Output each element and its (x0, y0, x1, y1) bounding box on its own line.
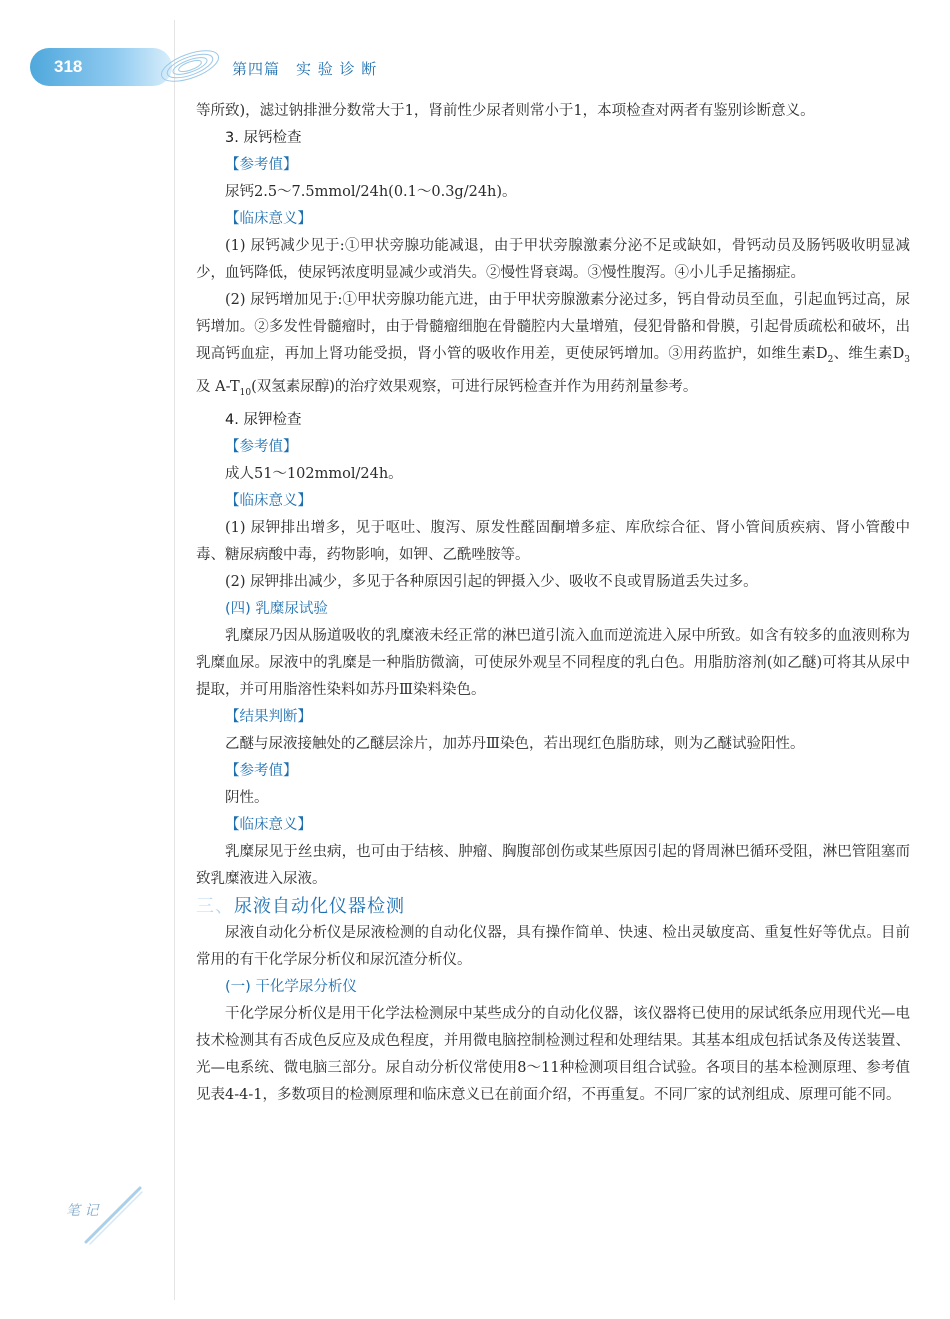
calcium-ref-tag: 【参考值】 (225, 157, 298, 173)
subscript-t10: 10 (239, 387, 252, 398)
calcium-clin-tag: 【临床意义】 (225, 211, 312, 227)
chyluria-result-text: 乙醚与尿液接触处的乙醚层涂片，加苏丹Ⅲ染色，若出现红色脂肪球，则为乙醚试验阳性。 (225, 735, 805, 752)
calcium-heading: 3. 尿钙检查 (225, 130, 302, 146)
margin-rule (174, 20, 175, 1300)
page-number: 318 (54, 57, 83, 76)
potassium-heading: 4. 尿钾检查 (225, 411, 302, 428)
calcium-increase-paragraph (196, 287, 910, 407)
chyluria-result-tag: 【结果判断】 (225, 708, 312, 725)
chyluria-paragraph: 乳糜尿乃因从肠道吸收的乳糜液未经正常的淋巴道引流入血而逆流进入尿中所致。如含有较多的血液则称为乳糜血尿。尿液中的乳糜是一种脂肪微滴，可使尿外观呈不同程度的乳白色。用脂肪溶剂(如乙醚)可将其从尿中提取，并可用脂溶性染料如苏丹Ⅲ染料染色。 (196, 627, 910, 698)
dry-chem-paragraph: 干化学尿分析仪是用干化学法检测尿中某些成分的自动化仪器，该仪器将已使用的尿试纸条应用现代光—电技术检测其有否成色反应及成色程度，并用微电脑控制检测过程和处理结果。其基本组成包括试条及传送装置、光—电系统、微电脑三部分。尿自动分析仪常使用8～11种检测项目组合试验。各项目的基本检测原理、参考值见表4-4-1，多数项目的检测原理和临床意义已在前面介绍，不再重复。不同厂家的试剂组成、原理可能不同。 (196, 1005, 910, 1103)
header-title: 第四篇 实 验 诊 断 (232, 60, 378, 78)
intro-paragraph: 等所致)，滤过钠排泄分数常大于1，肾前性少尿者则常小于1，本项检查对两者有鉴别诊断意义。 (196, 103, 815, 119)
section-title (196, 893, 910, 920)
calcium-decrease-paragraph: (1) 尿钙减少见于:①甲状旁腺功能减退，由于甲状旁腺激素分泌不足或缺如，骨钙动员及肠钙吸收明显减少，血钙降低，使尿钙浓度明显减少或消失。②慢性肾衰竭。③慢性腹泻。④小儿手足搐搦症。 (196, 238, 910, 281)
chyluria-ref-value: 阴性。 (225, 789, 269, 806)
calcium-increase-text-c: 及 A-T (196, 378, 240, 395)
potassium-increase-paragraph: (1) 尿钾排出增多，见于呕吐、腹泻、原发性醛固酮增多症、库欣综合征、肾小管间质疾病、肾小管酸中毒、糖尿病酸中毒，药物影响，如钾、乙酰唑胺等。 (196, 519, 910, 563)
subscript-d3: 3 (904, 354, 910, 365)
page-content (196, 98, 910, 1109)
calcium-increase-text-b: 、维生素D (833, 346, 905, 362)
chyluria-heading: (四) 乳糜尿试验 (225, 600, 328, 617)
calcium-increase-text-a: (2) 尿钙增加见于:①甲状旁腺功能亢进，由于甲状旁腺激素分泌过多，钙自骨动员至血，引起血钙过高，尿钙增加。②多发性骨髓瘤时，由于骨髓瘤细胞在骨髓腔内大量增殖，侵犯骨骼和骨膜，引起骨质疏松和破坏，出现高钙血症，再加上肾功能受损，肾小管的吸收作用差，更使尿钙增加。③用药监护，如维生素D (196, 292, 910, 362)
potassium-clin-tag: 【临床意义】 (225, 492, 312, 509)
chyluria-clin-tag: 【临床意义】 (225, 816, 312, 833)
section-title-text: 尿液自动化仪器检测 (234, 895, 405, 917)
dry-chem-heading: (一) 干化学尿分析仪 (225, 978, 357, 995)
section-number: 三、 (196, 895, 234, 917)
section-intro-paragraph: 尿液自动化分析仪是尿液检测的自动化仪器，具有操作简单、快速、检出灵敏度高、重复性好等优点。目前常用的有干化学尿分析仪和尿沉渣分析仪。 (196, 924, 910, 968)
swirl-decoration-icon (150, 36, 230, 96)
calcium-increase-text-d: (双氢素尿醇)的治疗效果观察，可进行尿钙检查并作为用药剂量参考。 (251, 378, 698, 395)
calcium-ref-value: 尿钙2.5～7.5mmol/24h(0.1～0.3g/24h)。 (225, 184, 517, 200)
potassium-ref-value: 成人51～102mmol/24h。 (225, 465, 403, 482)
potassium-ref-tag: 【参考值】 (225, 438, 298, 455)
potassium-decrease-paragraph: (2) 尿钾排出减少，多见于各种原因引起的钾摄入少、吸收不良或胃肠道丢失过多。 (225, 573, 758, 590)
notes-label: 笔 记 (66, 1203, 99, 1219)
chyluria-ref-tag: 【参考值】 (225, 762, 298, 779)
subscript-d2: 2 (827, 354, 834, 365)
chyluria-clin-text: 乳糜尿见于丝虫病，也可由于结核、肿瘤、胸腹部创伤或某些原因引起的肾周淋巴循环受阻，淋巴管阻塞而致乳糜液进入尿液。 (196, 843, 910, 887)
